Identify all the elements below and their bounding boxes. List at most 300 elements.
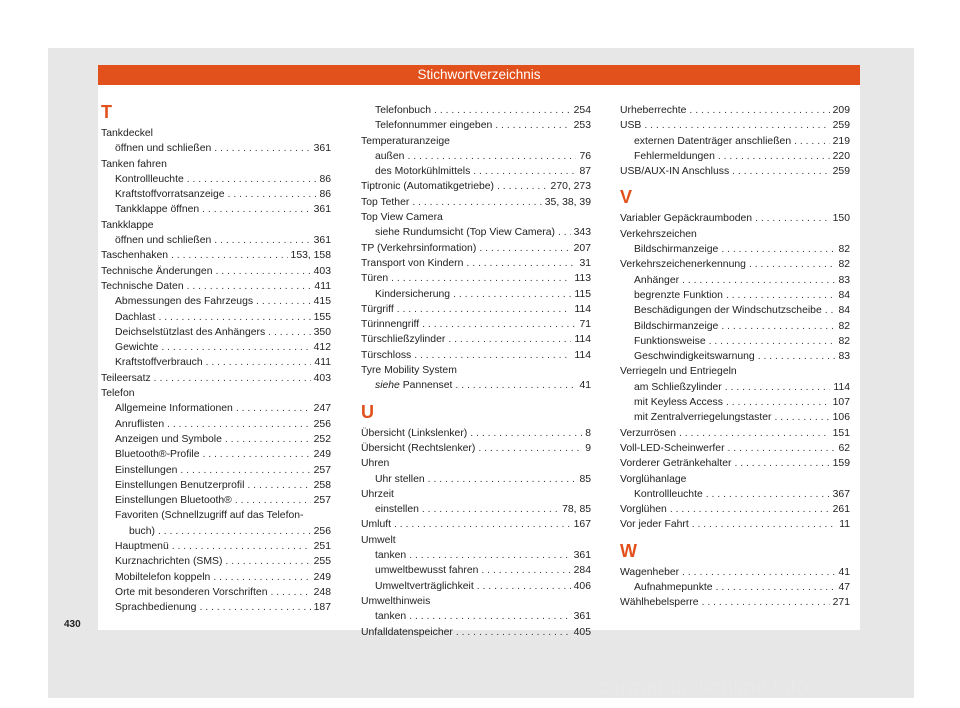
index-entry-heading: Uhren [361,458,390,470]
index-subentry [620,580,850,595]
dot-leader [721,319,835,334]
index-page-ref: 83 [838,351,850,363]
index-entry [361,179,591,194]
index-subentry [620,395,850,410]
dot-leader [180,463,310,478]
index-page-ref: 115 [574,288,591,300]
index-subentry [361,164,591,179]
index-page-ref: 257 [313,464,331,476]
index-entry-label: Kurznachrichten (SMS) [115,556,223,568]
index-page-ref: 270, 273 [550,181,591,193]
index-entry-heading: Verriegeln und Entriegeln [620,366,737,378]
index-entry-label: Einstellungen Bluetooth® [115,495,232,507]
index-page-ref: 82 [838,259,850,271]
index-subentry [361,103,591,118]
dot-leader [716,580,836,595]
index-entry [361,302,591,317]
index-page-ref: 82 [838,335,850,347]
index-letter-heading: V [620,187,633,208]
index-page-ref: 284 [573,565,591,577]
index-entry-label: Kindersicherung [375,288,451,300]
index-page-ref: 84 [838,305,850,317]
index-subentry [620,410,850,425]
dot-leader [206,355,312,370]
index-page-ref: 252 [313,433,331,445]
index-page-ref: 114 [574,334,591,346]
index-page-ref: 86 [319,173,331,185]
index-subentry [620,334,850,349]
dot-leader [479,241,570,256]
index-page-ref: 361 [313,204,331,216]
dot-leader [728,441,836,456]
index-page-ref: 256 [313,525,331,537]
index-page-ref: 151 [832,427,850,439]
index-entry-label: buch) [129,525,155,537]
dot-leader [187,172,317,187]
index-entry [361,241,591,256]
index-entry-label: Einstellungen [115,464,178,476]
dot-leader [154,371,311,386]
index-entry-see-ref: siehe [375,380,400,392]
dot-leader [758,349,836,364]
index-subentry [620,134,850,149]
index-entry-label: Anhänger [634,274,680,286]
index-entry-label: Technische Daten [101,280,184,292]
index-entry-heading: Tankklappe [101,219,154,231]
dot-leader [689,103,829,118]
index-subentry [361,563,591,578]
index-entry [620,211,850,226]
dot-leader [670,502,830,517]
index-entry-label: Anzeigen und Symbole [115,433,222,445]
index-entry [101,264,331,279]
index-entry-label: Unfalldatenspeicher [361,626,453,638]
index-page-ref: 86 [319,189,331,201]
index-entry [361,426,591,441]
index-subentry [620,349,850,364]
dot-leader [497,179,548,194]
index-entry-label: mit Keyless Access [634,397,723,409]
index-entry-heading: Temperaturanzeige [361,135,450,147]
index-entry [101,248,331,263]
index-entry-label: Funktionsweise [634,335,706,347]
index-subentry [101,294,331,309]
index-entry-label: Türschloss [361,349,412,361]
index-page-ref: 83 [838,274,850,286]
index-subentry [620,380,850,395]
index-entry [361,348,591,363]
index-entry-label: Übersicht (Linkslenker) [361,427,468,439]
index-entry-heading: Vorglühanlage [620,473,687,485]
index-page-ref: 85 [579,473,591,485]
index-page-ref: 343 [573,227,591,239]
dot-leader [825,303,836,318]
index-entry-label: Wählhebelsperre [620,597,699,609]
index-entry-label: Gewichte [115,342,159,354]
index-entry-label: des Motorkühlmittels [375,166,471,178]
dot-leader [225,432,311,447]
index-entry-label: Technische Änderungen [101,265,213,277]
index-entry-label: Telefonbuch [375,105,432,116]
index-page-ref: 251 [313,541,331,553]
index-subentry [620,319,850,334]
index-subentry [101,202,331,217]
index-page-ref: 411 [314,357,331,369]
index-page-ref: 76 [579,150,591,162]
index-subentry [101,325,331,340]
index-subentry [620,288,850,303]
dot-leader [709,334,836,349]
index-entry-label: einstellen [375,504,419,516]
index-entry [620,426,850,441]
dot-leader [214,233,310,248]
dot-leader [453,287,571,302]
index-entry-label: Türen [361,273,389,285]
index-entry-label: am Schließzylinder [634,381,722,393]
index-page-ref: 415 [313,296,331,308]
index-page-ref: 367 [832,488,850,500]
index-page-ref: 155 [313,311,331,323]
index-entry-label: Abmessungen des Fahrzeugs [115,296,254,308]
index-entry-label: umweltbewusst fahren [375,565,479,577]
index-subentry [620,242,850,257]
dot-leader [732,164,830,179]
index-entry [361,317,591,332]
index-column-2 [361,103,591,640]
index-page-ref: 106 [832,412,850,424]
index-subentry [101,447,331,462]
index-subentry [361,472,591,487]
index-entry-label: Kontrollleuchte [634,488,703,500]
index-page-ref: 159 [832,458,850,470]
index-entry-label: Vorglühen [620,504,667,516]
index-subentry [101,539,331,554]
dot-leader [456,625,571,640]
index-page-ref: 412 [313,342,331,354]
index-entry-label: Teileersatz [101,372,151,384]
index-subentry [361,225,591,240]
dot-leader [478,441,582,456]
dot-leader [236,401,311,416]
dot-leader [270,585,310,600]
index-entry-heading: Verkehrszeichen [620,228,697,240]
index-entry-label: Verzurrösen [620,427,677,439]
dot-leader [228,187,317,202]
index-entry [361,271,591,286]
index-page-ref: 361 [313,143,331,155]
index-subentry [101,600,331,615]
index-entry [620,517,850,532]
watermark-text: carmanualsonline.info [598,676,809,699]
index-entry-label: Orte mit besonderen Vorschriften [115,586,268,598]
index-entry-label: Übersicht (Rechtslenker) [361,442,476,454]
index-entry-label: Anruflisten [115,418,165,430]
index-entry-label: Transport von Kindern [361,257,464,269]
index-page-ref: 8 [585,427,591,439]
index-page-ref: 187 [313,602,331,614]
dot-leader [225,554,310,569]
index-entry-heading: Umwelt [361,534,396,546]
index-entry-label: Bildschirmanzeige [634,244,719,256]
index-page-ref: 403 [313,265,331,277]
index-entry-label: Türschließzylinder [361,334,446,346]
index-subentry [361,287,591,302]
dot-leader [409,609,570,624]
index-page-ref: 153, 158 [290,250,331,262]
index-entry-label: tanken [375,611,407,623]
index-entry-label: Vor jeder Fahrt [620,519,689,531]
dot-leader [158,524,311,539]
index-page-ref: 82 [838,320,850,332]
index-page-ref: 107 [832,397,850,409]
index-entry-label: Urheberrechte [620,105,687,116]
index-entry-heading: Umwelthinweis [361,595,431,607]
index-entry-label: Bildschirmanzeige [634,320,719,332]
index-entry-label: Türinnengriff [361,319,420,331]
index-page-ref: 113 [574,273,591,285]
index-entry [361,332,591,347]
index-page-ref: 249 [313,449,331,461]
index-page-ref: 209 [832,105,850,116]
dot-leader [679,426,830,441]
index-page-ref: 361 [573,550,591,562]
index-letter-heading: W [620,540,637,561]
index-entry-label: Variabler Gepäckraumboden [620,213,753,225]
index-page-ref: 114 [574,349,591,361]
index-page-ref: 256 [313,418,331,430]
dot-leader [422,502,559,517]
index-entry-label [375,378,452,393]
index-page-ref: 71 [579,319,591,331]
index-entry-label: Top Tether [361,196,410,208]
index-subentry [101,401,331,416]
dot-leader [235,493,311,508]
index-page-ref: 31 [579,257,591,269]
index-entry [101,279,331,294]
index-entry-label: begrenzte Funktion [634,289,723,301]
index-page-ref: 150 [832,213,850,225]
index-entry-label: Kraftstoffverbrauch [115,357,203,369]
index-entry-label: tanken [375,550,407,562]
dot-leader [721,242,835,257]
index-subentry [101,478,331,493]
dot-leader [158,310,310,325]
index-entry-label: Taschenhaken [101,250,169,262]
index-entry-label: Telefonnummer eingeben [375,120,493,132]
index-page-ref: 254 [573,105,591,116]
dot-leader [473,164,576,179]
index-entry [620,456,850,471]
index-entry [361,256,591,271]
index-entry-heading: Tyre Mobility System [361,365,457,377]
dot-leader [422,317,576,332]
index-entry-label: öffnen und schließen [115,235,212,247]
index-page-ref: 405 [573,626,591,638]
index-entry-label: Hauptmenü [115,541,169,553]
index-entry [620,565,850,580]
index-entry [361,625,591,640]
index-subentry [101,417,331,432]
index-page-ref: 249 [313,571,331,583]
dot-leader [718,149,830,164]
index-entry [620,502,850,517]
index-entry-label: Kontrollleuchte [115,173,184,185]
index-entry-target: Pannenset [399,380,453,392]
index-entry-label: Umluft [361,519,392,531]
index-entry-label: TP (Verkehrsinformation) [361,242,477,254]
index-subentry [361,378,591,393]
index-subentry [620,303,850,318]
index-entry-heading: Favoriten (Schnellzugriff auf das Telefon- [115,510,304,522]
index-subentry [101,310,331,325]
index-page-ref: 259 [832,120,850,132]
dot-leader [481,563,570,578]
dot-leader [682,273,835,288]
index-page-ref: 411 [314,280,331,292]
dot-leader [466,256,576,271]
index-subentry [361,609,591,624]
index-subentry [361,548,591,563]
index-entry [101,371,331,386]
index-subentry [101,340,331,355]
index-entry-label: Allgemeine Informationen [115,403,233,415]
dot-leader [455,378,576,393]
index-entry-heading: Tanken fahren [101,158,167,170]
dot-leader [397,302,572,317]
page-number: 430 [64,619,81,630]
dot-leader [161,340,310,355]
dot-leader [172,539,311,554]
dot-leader [268,325,310,340]
index-subentry [361,118,591,133]
index-page-ref: 47 [838,582,850,594]
index-entry-heading: Telefon [101,388,135,400]
index-entry-label: Fehlermeldungen [634,150,715,162]
index-subentry [101,141,331,156]
index-page-ref: 87 [579,166,591,178]
index-entry-label: Einstellungen Benutzerprofil [115,479,245,491]
index-entry-label: externen Datenträger anschließen [634,135,792,147]
dot-leader [412,195,541,210]
index-page-ref: 114 [574,303,591,315]
index-entry [361,195,591,210]
dot-leader [682,565,835,580]
index-page-ref: 350 [313,326,331,338]
page-title: Stichwortverzeichnis [417,67,541,82]
index-entry-label: Geschwindigkeitswarnung [634,351,755,363]
dot-leader [199,600,310,615]
index-entry-label: Tiptronic (Automatikgetriebe) [361,181,495,193]
index-entry-heading: Top View Camera [361,212,443,224]
dot-leader [394,517,571,532]
index-page-ref: 78, 85 [562,504,591,516]
index-page-ref: 114 [833,381,850,393]
index-page-ref: 261 [832,504,850,516]
index-entry-label: Tankklappe öffnen [115,204,200,216]
index-entry-label: mit Zentralverriegelungstaster [634,412,772,424]
dot-leader [774,410,829,425]
index-entry [620,118,850,133]
index-entry [361,517,591,532]
index-entry [620,257,850,272]
index-subentry [101,570,331,585]
index-entry [361,441,591,456]
index-page-ref: 82 [838,244,850,256]
dot-leader [448,332,571,347]
index-page-ref: 258 [313,479,331,491]
index-entry-label: siehe Rundumsicht (Top View Camera) [375,227,555,239]
index-entry-label: Bluetooth®-Profile [115,449,200,461]
index-entry-label: Türgriff [361,303,394,315]
index-page-ref: 255 [313,556,331,568]
index-page-ref: 167 [573,519,591,531]
index-entry-label: öffnen und schließen [115,143,212,155]
dot-leader [187,279,312,294]
dot-leader [726,395,830,410]
dot-leader [477,579,571,594]
dot-leader [214,141,310,156]
index-page-ref: 84 [838,289,850,301]
index-entry [620,103,850,118]
index-entry-label: Verkehrszeichenerkennung [620,259,746,271]
dot-leader [702,595,830,610]
index-page-ref: 219 [832,135,850,147]
index-page-ref: 361 [573,611,591,623]
dot-leader [213,570,310,585]
dot-leader [726,288,835,303]
index-page-ref: 257 [313,495,331,507]
dot-leader [391,271,571,286]
dot-leader [409,548,570,563]
index-entry-label: Dachlast [115,311,156,323]
dot-leader [470,426,582,441]
dot-leader [644,118,829,133]
index-page-ref: 247 [313,403,331,415]
index-page-ref: 253 [573,120,591,132]
index-subentry [101,187,331,202]
index-page-ref: 259 [832,166,850,178]
index-entry-label: Kraftstoffvorratsanzeige [115,189,225,201]
dot-leader [794,134,830,149]
index-page-ref: 361 [313,235,331,247]
index-subentry [101,463,331,478]
index-entry-heading: Uhrzeit [361,488,394,500]
index-entry-label: Aufnahmepunkte [634,582,713,594]
index-entry-label: Wagenheber [620,566,680,578]
index-subentry [101,493,331,508]
dot-leader [428,472,577,487]
index-subentry [101,554,331,569]
dot-leader [407,149,576,164]
index-subentry [361,579,591,594]
index-entry [620,595,850,610]
index-column-1 [101,103,331,616]
index-entry [620,164,850,179]
index-page-ref: 207 [573,242,591,254]
index-page-ref: 9 [585,442,591,454]
dot-leader [247,478,310,493]
index-subentry [101,355,331,370]
index-entry-label: außen [375,150,405,162]
index-page-ref: 41 [579,380,591,392]
index-entry-label: Deichselstützlast des Anhängers [115,326,266,338]
index-column-3 [620,103,850,611]
dot-leader [755,211,830,226]
index-subentry [101,233,331,248]
dot-leader [167,417,311,432]
index-entry-label: Sprachbedienung [115,602,197,614]
index-entry-label: Vorderer Getränkehalter [620,458,732,470]
